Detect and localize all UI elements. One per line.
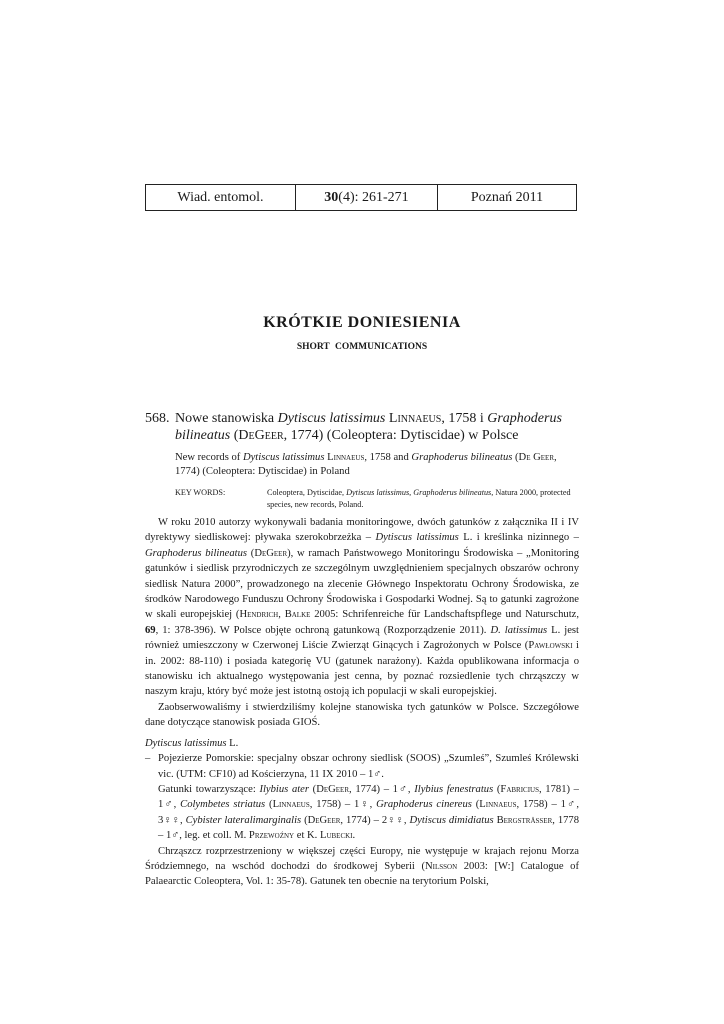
paragraph-observations: Zaobserwowaliśmy i stwierdziliśmy kolejne stanowiska tych gatunków w Polsce. Szczegółowe dane dotyczące stanowisk posiada GIOŚ.: [145, 701, 579, 729]
article-heading: [145, 410, 579, 444]
article-body: [145, 515, 579, 890]
journal-name: Wiad. entomol.: [146, 185, 296, 210]
paragraph-distribution: Chrząszcz rozprzestrzeniony w większej części Europy, nie występuje w krajach rejonu Morza Śródziemnego, na wschód dochodzi do środkowej Syberii (Nilsson 2003: [W:] Catalogue of Palaearctic Coleoptera, Vol. 1: 35-78). Gatunek ten obecnie na terytorium Polski,: [145, 845, 580, 888]
article-number: 568.: [145, 411, 170, 426]
article-title: Nowe stanowiska Dytiscus latissimus Linnaeus, 1758 i Graphoderus bilineatus (DeGeer, 1774) (Coleoptera: Dytiscidae) w Polsce: [175, 411, 562, 443]
journal-header-box: [145, 184, 577, 211]
issue-pages: (4): 261-271: [338, 189, 409, 205]
companion-species: Gatunki towarzyszące: Ilybius ater (DeGeer, 1774) – 1♂, Ilybius fenestratus (Fabricius, 1781) – 1♂, Colymbetes striatus (Linnaeus, 1758) – 1♀, Graphoderus cinereus (Linnaeus, 1758) – 1♂, 3♀♀, Cybister lateralimarginalis (DeGeer, 1774) – 2♀♀, Dytiscus dimidiatus Bergsträsser, 1778 – 1♂, leg. et coll. M. Przewoźny et K. Lubecki.: [158, 783, 580, 842]
paragraph-intro: W roku 2010 autorzy wykonywali badania monitoringowe, dwóch gatunków z załącznika II i IV dyrektywy siedliskowej: pływaka szerokobrzeżka – Dytiscus latissimus L. i kreślinka nizinnego – Graphoderus bilineatus (DeGeer), w ramach Państwowego Monitoringu Środowiska – „Monitoring gatunków i siedlisk przyrodniczych ze szczególnym uwzględnieniem specjalnych obszarów ochrony siedlisk Natura 2000”, prowadzonego na zlecenie Głównego Inspektoratu Ochrony Środowiska, ze środków Narodowego Funduszu Ochrony Środowiska i Gospodarki Wodnej. Są to gatunki zagrożone w skali europejskiej (Hendrich, Balke 2005: Schrifenreiche für Landschaftspflege und Naturschutz, 69, 1: 378-396). W Polsce objęte ochroną gatunkową (Rozporządzenie 2011). D. latissimus L. jest również umieszczony w Czerwonej Liście Zwierząt Ginących i Zagrożonych w Polsce (Pawłowski i in. 2002: 88-110) i posiada kategorię VU (gatunek narażony). Każda opublikowana informacja o stanowisku ich aktualnego występowania jest cenna, by poznać rozsiedlenie tych chrząszczy w naszym kraju, który być może jest istotną ostoją ich populacji w skali europejskiej.: [145, 517, 580, 698]
place-year: Poznań 2011: [470, 189, 544, 205]
volume-issue-pages: [296, 185, 438, 210]
keywords-label: KEY WORDS:: [175, 488, 226, 497]
section-title: KRÓTKIE DONIESIENIA: [263, 314, 461, 331]
keywords-text: Coleoptera, Dytiscidae, Dytiscus latissimus, Graphoderus bilineatus, Natura 2000, protected species, new records, Poland.: [267, 488, 571, 509]
record-entry: – Pojezierze Pomorskie: specjalny obszar ochrony siedlisk (SOOS) „Szumleś”, Szumleś Królewski vic. (UTM: CF10) ad Kościerzyna, 11 IX 2010 – 1♂.: [145, 753, 579, 780]
keywords: [175, 487, 579, 510]
volume-number: 30: [324, 189, 339, 205]
english-title: New records of Dytiscus latissimus Linnaeus, 1758 and Graphoderus bilineatus (De Geer, 1774) (Coleoptera: Dytiscidae) in Poland: [175, 452, 557, 477]
species-heading: Dytiscus latissimus L.: [145, 737, 239, 749]
section-subtitle: SHORT COMMUNICATIONS: [296, 342, 428, 352]
